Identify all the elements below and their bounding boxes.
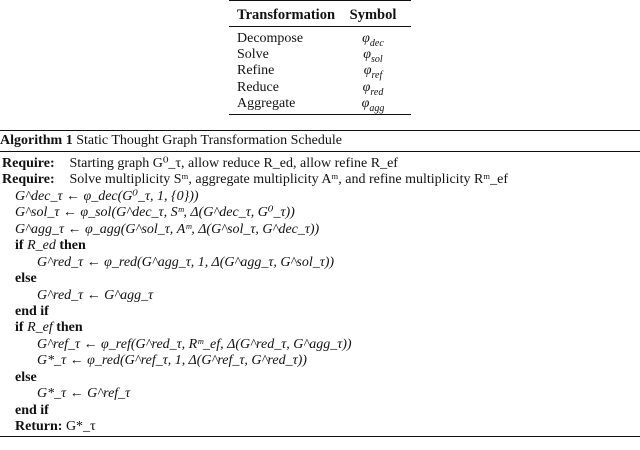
algorithm-line [0, 205, 640, 221]
algorithm-lines [0, 152, 640, 436]
algorithm-text: G*_τ ← φ_red(G^ref_τ, 1, Δ(G^ref_τ, G^red_τ)) [37, 353, 307, 369]
algorithm-keyword: Require: [2, 156, 55, 171]
algorithm-text: Starting graph G⁰_τ, allow reduce R_ed, allow refine R_ef [69, 156, 398, 171]
algorithm-block [0, 130, 640, 437]
algorithm-line [0, 222, 640, 238]
algorithm-line [0, 238, 640, 254]
algorithm-line [0, 255, 640, 271]
algorithm-line [0, 403, 640, 419]
algorithm-caption [0, 131, 640, 151]
algorithm-keyword: if [15, 320, 24, 336]
algorithm-keyword: Return: [15, 419, 63, 434]
row-name: Refine [237, 63, 275, 79]
algorithm-line [0, 320, 640, 336]
algorithm-number: Algorithm 1 [0, 133, 73, 148]
header-symbol: Symbol [349, 7, 397, 23]
algorithm-keyword: end if [15, 402, 49, 418]
row-name: Reduce [237, 79, 279, 95]
algorithm-line [0, 156, 640, 172]
row-name: Aggregate [237, 95, 296, 111]
algorithm-text: G*_τ ← G^ref_τ [37, 386, 131, 402]
algorithm-line [0, 288, 640, 304]
algorithm-line [0, 353, 640, 369]
algorithm-keyword: then [56, 320, 83, 336]
algorithm-keyword: then [59, 238, 86, 254]
table-row [229, 63, 411, 82]
algorithm-line [0, 172, 640, 188]
row-name: Solve [237, 47, 269, 63]
algorithm-bottom-rule [0, 436, 640, 437]
algorithm-text: G^ref_τ ← φ_ref(G^red_τ, Rᵐ_ef, Δ(G^red_τ, G^agg_τ)) [37, 336, 352, 352]
table-header-row [229, 4, 411, 26]
table-bottom-rule [229, 114, 411, 115]
table-row [229, 47, 411, 63]
row-symbol: $\varphi_{ref}$ [363, 63, 383, 82]
algorithm-condition: R_ed [27, 238, 56, 254]
algorithm-line [0, 337, 640, 353]
algorithm-text: G^sol_τ ← φ_sol(G^dec_τ, Sᵐ, Δ(G^dec_τ, G⁰_τ)) [15, 205, 295, 221]
row-symbol: $\varphi_{sol}$ [363, 47, 383, 65]
table-row [229, 96, 411, 112]
table-top-rule [229, 0, 411, 1]
algorithm-title: Static Thought Graph Transformation Schedule [76, 133, 342, 148]
algorithm-keyword: Require: [2, 172, 55, 188]
algorithm-line [0, 419, 640, 435]
algorithm-condition: R_ef [27, 320, 53, 336]
algorithm-line [0, 370, 640, 386]
algorithm-text: Solve multiplicity Sᵐ, aggregate multiplicity Aᵐ, and refine multiplicity Rᵐ_ef [69, 172, 509, 188]
row-symbol: $\varphi_{dec}$ [362, 31, 384, 49]
algorithm-text: G^red_τ ← φ_red(G^agg_τ, 1, Δ(G^agg_τ, G^sol_τ)) [37, 254, 335, 270]
row-name: Decompose [237, 31, 304, 46]
algorithm-keyword: else [15, 271, 37, 287]
table-row [229, 31, 411, 47]
algorithm-line [0, 304, 640, 320]
algorithm-text: G^dec_τ ← φ_dec(G⁰_τ, 1, {0})) [15, 188, 199, 204]
algorithm-text: G^red_τ ← G^agg_τ [37, 287, 154, 303]
algorithm-line [0, 271, 640, 287]
row-symbol: $\varphi_{agg}$ [361, 95, 385, 114]
transformation-table [229, 0, 411, 115]
algorithm-text: G^agg_τ ← φ_agg(G^sol_τ, Aᵐ, Δ(G^sol_τ, G^dec_τ)) [15, 221, 320, 237]
algorithm-keyword: end if [15, 303, 49, 319]
algorithm-keyword: if [15, 238, 24, 254]
algorithm-text: G*_τ [65, 419, 96, 434]
table-row [229, 80, 411, 96]
row-symbol: $\varphi_{red}$ [362, 79, 384, 98]
algorithm-line [0, 189, 640, 205]
algorithm-keyword: else [15, 369, 37, 385]
header-transformation: Transformation [237, 7, 336, 23]
algorithm-line [0, 386, 640, 402]
